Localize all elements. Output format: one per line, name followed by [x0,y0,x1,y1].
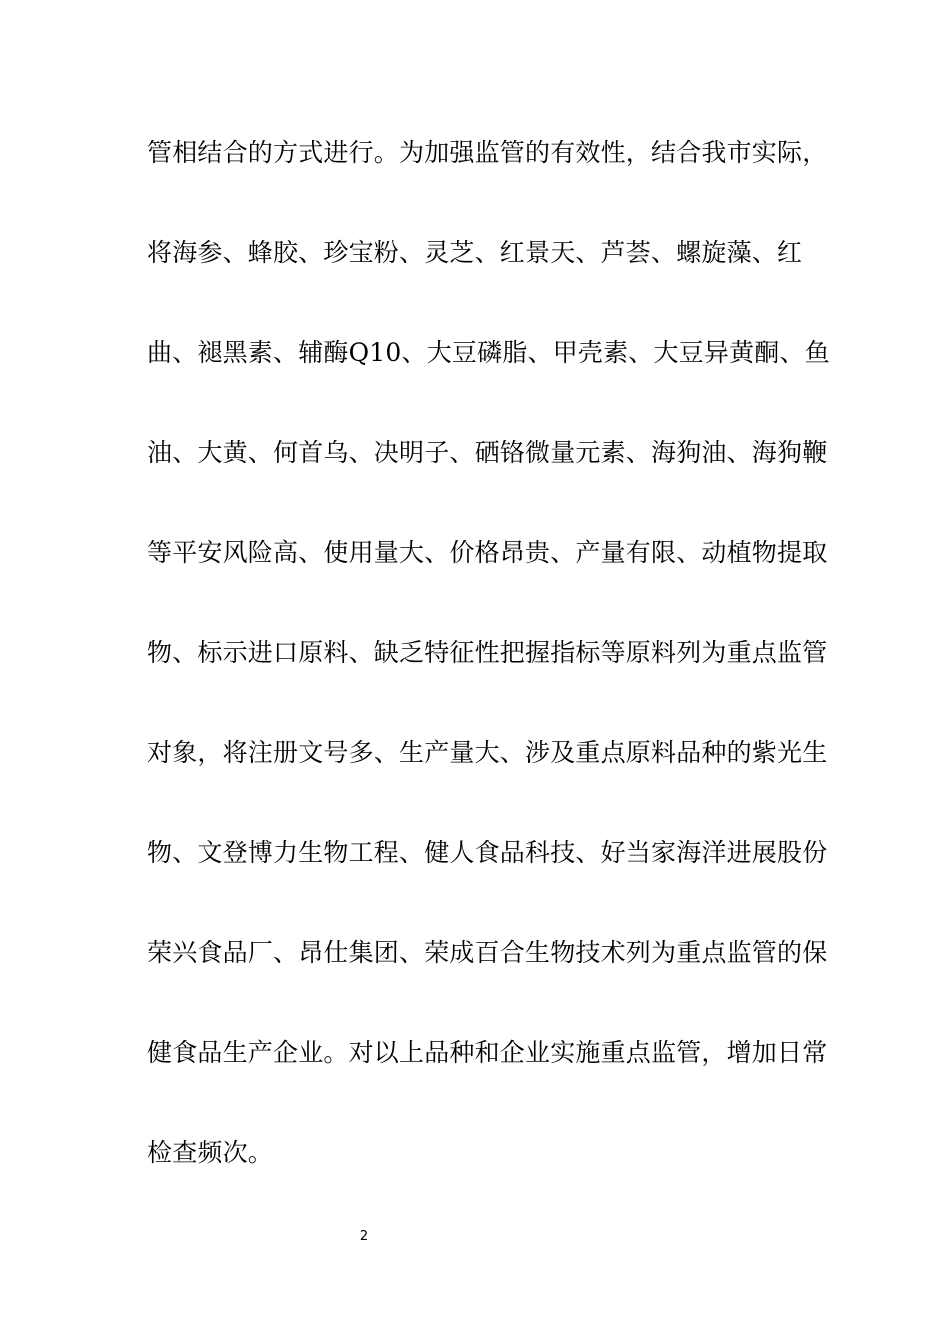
page-number: 2 [359,1229,369,1244]
text-line: 物、标示进口原料、缺乏特征性把握指标等原料列为重点监管 [147,638,828,667]
text-line: 对象，将注册文号多、生产量大、涉及重点原料品种的紫光生 [147,738,828,767]
text-line: 管相结合的方式进行。为加强监管的有效性，结合我市实际， [147,138,828,167]
body-paragraph [147,133,830,1233]
text-line: 荣兴食品厂、昂仕集团、荣成百合生物技术列为重点监管的保 [147,938,828,967]
text-line: 将海参、蜂胶、珍宝粉、灵芝、红景天、芦荟、螺旋藻、红 [147,238,803,267]
text-line: 健食品生产企业。对以上品种和企业实施重点监管，增加日常 [147,1038,828,1067]
text-line: 等平安风险高、使用量大、价格昂贵、产量有限、动植物提取 [147,538,828,567]
text-line: 油、大黄、何首乌、决明子、硒铬微量元素、海狗油、海狗鞭 [147,438,828,467]
text-line: 曲、褪黑素、辅酶Q10、大豆磷脂、甲壳素、大豆异黄酮、鱼 [147,338,830,367]
text-line: 物、文登博力生物工程、健人食品科技、好当家海洋进展股份 [147,838,828,867]
text-line: 检查频次。 [147,1138,274,1167]
